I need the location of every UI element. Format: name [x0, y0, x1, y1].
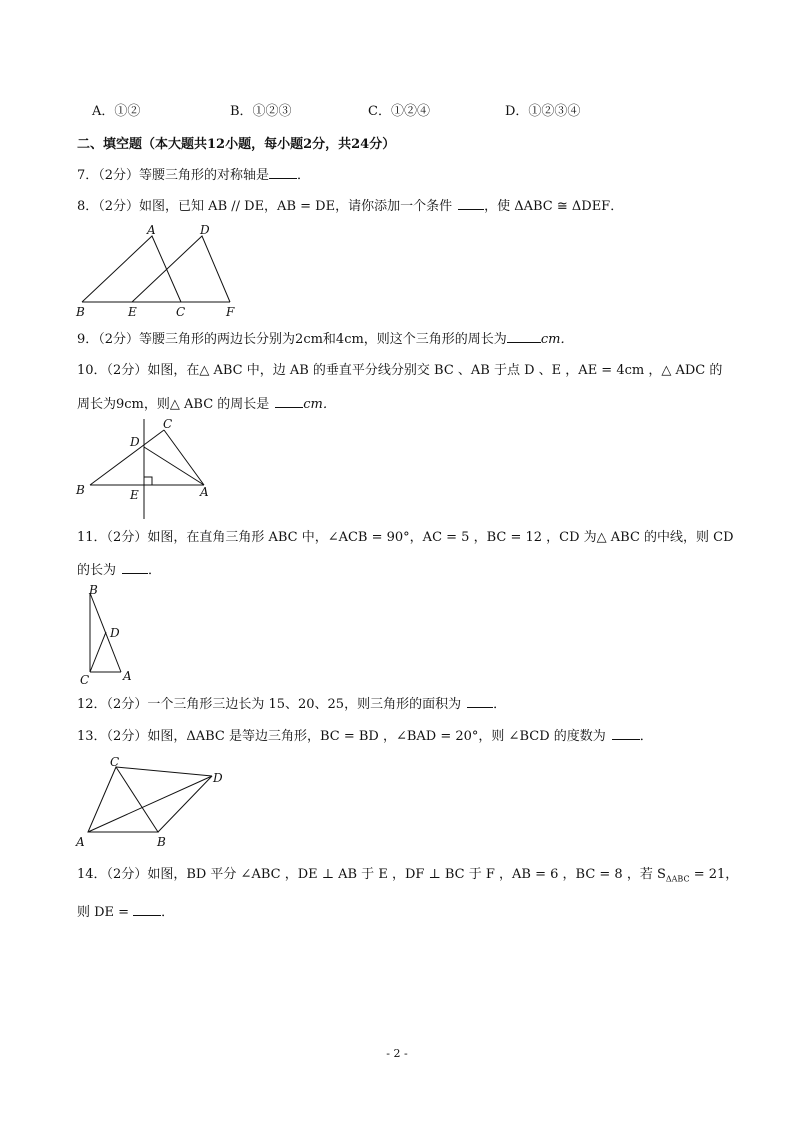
question-11-line1: 11．（2分）如图，在直角三角形 ABC 中，∠ACB = 90°，AC = 5 ，BC = 12 ，CD 为△ ABC 的中线，则 CD: [77, 530, 734, 545]
question-10-line1: 10．（2分）如图，在△ ABC 中，边 AB 的垂直平分线分别交 BC 、AB 于点 D 、E ，AE = 4cm ，△ ADC 的: [77, 363, 723, 378]
q14-suffix: ．: [161, 905, 175, 920]
label-b: B: [157, 835, 166, 849]
label-a: A: [76, 835, 85, 849]
q14-line2-text: 则 DE =: [77, 905, 130, 920]
answer-blank[interactable]: [269, 166, 297, 179]
segment-da: [144, 447, 204, 485]
q7-text: 7．（2分）等腰三角形的对称轴是: [77, 168, 270, 183]
label-b: B: [76, 305, 85, 319]
answer-blank[interactable]: [458, 197, 484, 210]
answer-blank[interactable]: [467, 695, 493, 708]
segment-ad: [88, 776, 212, 832]
q12-text: 12．（2分）一个三角形三边长为 15、20、25，则三角形的面积为: [77, 697, 462, 712]
answer-blank[interactable]: [275, 395, 303, 408]
label-d: D: [110, 626, 120, 640]
q7-suffix: ．: [297, 168, 311, 183]
label-f: F: [226, 305, 235, 319]
label-d: D: [213, 771, 223, 785]
q9-suffix: cm．: [540, 332, 574, 347]
segment-cd: [116, 767, 212, 776]
label-b: B: [76, 483, 85, 497]
q14-text: 14．（2分）如图，BD 平分 ∠ABC ，DE ⊥ AB 于 E ，DF ⊥ BC 于 F ，AB = 6 ，BC = 8 ，若 S: [77, 867, 666, 882]
right-angle-mark: [144, 477, 152, 485]
option-a: A．①②: [92, 104, 141, 119]
option-d: D．①②③④: [505, 104, 581, 119]
q8-text: 8．（2分）如图，已知 AB // DE，AB = DE，请你添加一个条件: [77, 199, 453, 214]
question-10-line2: [77, 395, 336, 414]
q14-equals: = 21，: [689, 867, 739, 882]
question-8: [77, 197, 623, 216]
label-c: C: [163, 417, 173, 431]
q13-suffix: ．: [639, 729, 653, 744]
question-12: [77, 695, 506, 714]
answer-blank[interactable]: [507, 330, 541, 343]
q8-suffix: ，使 ΔABC ≅ ΔDEF．: [484, 199, 624, 214]
label-a: A: [123, 669, 132, 683]
question-9: [77, 330, 573, 349]
segment-bc: [90, 430, 164, 485]
label-b: B: [89, 583, 98, 597]
section-title: 二、填空题（本大题共12小题，每小题2分，共24分）: [77, 137, 396, 152]
q13-text: 13．（2分）如图，ΔABC 是等边三角形，BC = BD ，∠BAD = 20°，则 ∠BCD 的度数为: [77, 729, 606, 744]
figure-q8: [70, 222, 250, 322]
answer-blank[interactable]: [133, 903, 161, 916]
page-number: - 2 -: [386, 1047, 408, 1060]
label-a: A: [200, 485, 209, 499]
q10-suffix: cm．: [303, 397, 336, 412]
answer-blank[interactable]: [122, 561, 148, 574]
option-b: B．①②③: [230, 104, 292, 119]
q11-text: 的长为: [77, 563, 117, 578]
answer-blank[interactable]: [612, 727, 640, 740]
q14-subscript: ΔABC: [665, 874, 690, 884]
triangle-def: [132, 236, 230, 302]
segment-ca: [164, 430, 204, 485]
label-e: E: [130, 488, 139, 502]
label-d: D: [200, 223, 210, 237]
question-11-line2: [77, 561, 161, 580]
figure-q10: [70, 415, 230, 525]
question-14-line2: [77, 903, 174, 922]
q11-suffix: ．: [148, 563, 162, 578]
option-c: C．①②④: [368, 104, 430, 119]
question-14-line1: [77, 866, 738, 889]
q10-text: 周长为9cm，则△ ABC 的周长是: [77, 397, 270, 412]
segment-bd: [158, 776, 212, 832]
label-c: C: [80, 673, 90, 687]
median-cd: [90, 632, 106, 672]
triangle-abc: [82, 236, 181, 302]
figure-q13: [70, 752, 230, 852]
figure-q11: [80, 580, 150, 685]
triangle-abc: [88, 767, 158, 832]
label-c: C: [176, 305, 186, 319]
label-a: A: [147, 223, 156, 237]
q12-suffix: ．: [493, 697, 507, 712]
question-13: [77, 727, 653, 746]
label-e: E: [128, 305, 137, 319]
label-c: C: [110, 755, 120, 769]
label-d: D: [130, 435, 140, 449]
question-7: [77, 166, 310, 185]
q9-text: 9．（2分）等腰三角形的两边长分别为2cm和4cm，则这个三角形的周长为: [77, 332, 507, 347]
